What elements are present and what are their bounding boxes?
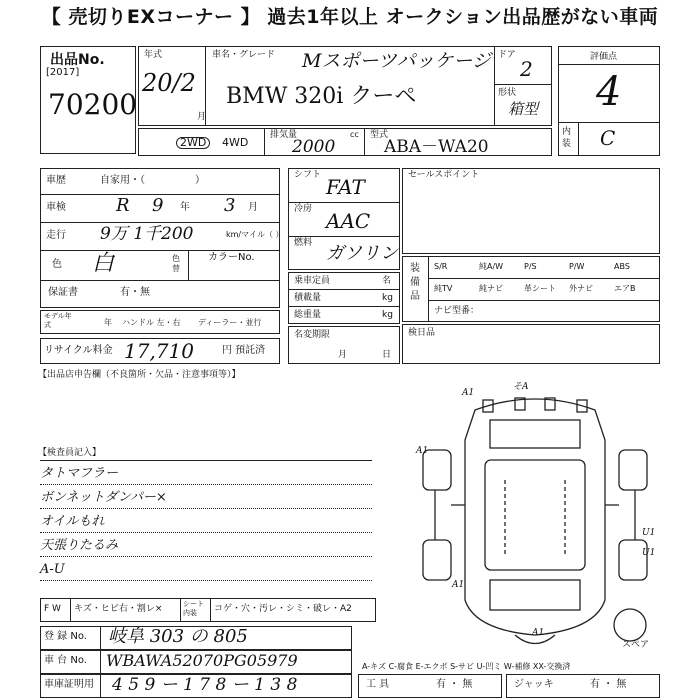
equipment-item: エアB [614, 284, 636, 293]
notes-box [402, 324, 660, 364]
tool-value: 有 ・ 無 [436, 679, 473, 690]
fw-label: F W [44, 604, 61, 614]
inspect-label: 車検 [46, 202, 66, 213]
spare-label: スペア [622, 640, 650, 650]
month-unit-2: 月 [248, 202, 258, 213]
diagram-mark-1: A1 [462, 388, 475, 398]
handle-label: ハンドル 左・右 [122, 318, 181, 327]
color-label: 色 [52, 259, 62, 270]
reg-value: 岐阜 303 の 805 [108, 626, 248, 647]
door-value: 2 [520, 57, 533, 81]
inspector-note-line: ボンネットダンパー× [40, 490, 167, 505]
model-label: モデル年式 [44, 312, 72, 329]
diagram-mark-7: U1 [642, 548, 656, 558]
diagram-mark-3: A1 [416, 446, 429, 456]
equipment-item: S/R [434, 262, 448, 271]
cert-value: 4 5 9 ー 1 7 8 ー 1 3 8 [112, 675, 298, 695]
diagram-mark-6: U1 [642, 528, 656, 538]
interior-label: 内装 [562, 127, 572, 149]
navi-label: ナビ型番： [434, 306, 480, 316]
disp-unit: cc [350, 130, 359, 139]
type-value: ABA－WA20 [384, 137, 489, 157]
mileage-unit: km/マイル（ ） [226, 230, 284, 239]
door-label: ドア [498, 50, 516, 60]
fuel-value: ガソリン [326, 243, 398, 264]
dealer-label: ディーラー・並行 [198, 318, 262, 327]
month-unit: 月 [197, 112, 207, 122]
seller-label: 【出品店申告欄（不良箇所・欠品・注意事項等）】 [38, 370, 241, 380]
capacity-unit: 名 [382, 276, 392, 286]
inspector-note-line: タトマフラー [40, 466, 119, 481]
inspector-note-line: 天張りたるみ [40, 538, 119, 553]
mileage-value: 9万 1千200 [100, 224, 194, 244]
equipment-item: P/S [524, 262, 537, 271]
seat-value: コゲ・穴・汚レ・シミ・破レ・A2 [214, 604, 352, 614]
color-value: 白 [92, 251, 115, 276]
diagram-mark-4: A1 [452, 580, 465, 590]
inspector-note-line: A-U [40, 562, 65, 577]
seat-label: シート内装 [183, 600, 204, 617]
inspector-note-line: オイルもれ [40, 514, 105, 529]
sales-box [402, 168, 660, 254]
chassis-label: 車 台 No. [44, 655, 87, 666]
warranty-value: 有・無 [120, 287, 150, 298]
chassis-value: WBAWA52070PG05979 [106, 651, 298, 670]
drive-2wd: 2WD [176, 137, 210, 149]
name-label: 車名・グレード [212, 50, 276, 60]
car-diagram [405, 380, 665, 660]
jack-label: ジャッキ [514, 679, 554, 690]
inspect-month: 3 [224, 195, 236, 216]
year-value: 20/2 [142, 69, 196, 97]
disp-label: 排気量 [270, 130, 298, 140]
fuel-label: 燃料 [294, 238, 313, 248]
diagram-mark-2: そA [513, 382, 529, 392]
color-no-label: カラーNo. [208, 252, 255, 263]
page-title: 【 売切りEXコーナー 】 過去1年以上 オークション出品歴がない車両 [41, 6, 659, 28]
equipment-grid [430, 258, 658, 300]
name-change-unit: 月 [338, 350, 348, 360]
year-unit: 年 [180, 202, 190, 213]
ac-value: AAC [326, 209, 371, 233]
model-value: BMW 320i クーペ [226, 84, 417, 109]
shape-label: 形状 [498, 88, 517, 98]
grade-value: Mスポーツパッケージ [302, 50, 491, 72]
score-value: 4 [596, 69, 622, 115]
inspector-label: 【検査員記入】 [38, 448, 102, 458]
inspect-era: R [116, 195, 130, 216]
recycle-unit: 円 預託済 [222, 345, 266, 356]
equipment-label: 装備品 [410, 263, 420, 302]
weight-unit: kg [382, 310, 393, 320]
lot-label: 出品No. [50, 52, 105, 68]
equipment-item: 純A/W [479, 262, 504, 271]
name-change-label: 名変期限 [294, 330, 331, 340]
equipment-item: ABS [614, 262, 630, 271]
equipment-item: 純TV [434, 284, 453, 293]
sales-label: セールスポイント [408, 170, 480, 180]
interior-value: C [600, 126, 616, 150]
score-label: 評価点 [590, 52, 618, 62]
name-change-day: 日 [382, 350, 392, 360]
recycle-value: 17,710 [124, 339, 194, 363]
history-value: 自家用・（ ） [100, 175, 205, 186]
capacity-label: 乗車定員 [294, 276, 331, 286]
lot-year: [2017] [46, 67, 80, 78]
ac-label: 冷房 [294, 204, 313, 214]
lot-number: 70200 [48, 88, 138, 121]
shape-value: 箱型 [508, 100, 539, 118]
diagram-mark-5: A1 [532, 628, 545, 638]
drive-4wd: 4WD [222, 136, 249, 149]
load-label: 積載量 [294, 293, 322, 303]
shift-value: FAT [326, 175, 365, 199]
inspect-year: 9 [152, 195, 164, 216]
weight-label: 総重量 [294, 310, 322, 320]
color-change-label: 色替 [172, 254, 180, 273]
notes-label: 検日品 [408, 328, 436, 338]
recycle-label: リサイクル料金 [44, 345, 113, 356]
reg-label: 登 録 No. [44, 631, 87, 642]
fw-value: キズ・ヒビ右・割レ× [74, 604, 163, 614]
equipment-item: P/W [569, 262, 585, 271]
equipment-item: 外ナビ [569, 284, 593, 293]
warranty-label: 保証書 [48, 287, 78, 298]
inspector-notes [40, 460, 380, 590]
model-year-unit: 年 [104, 318, 112, 327]
tool-label: 工 具 [366, 679, 390, 690]
jack-value: 有 ・ 無 [590, 679, 627, 690]
type-label: 型式 [370, 130, 389, 140]
load-unit: kg [382, 293, 393, 303]
shift-label: シフト [294, 170, 322, 180]
equipment-item: 革シート [524, 284, 556, 293]
damage-legend: A-キズ C-腐食 E-エクボ S-サビ U-凹ミ W-補修 XX-交換済 [362, 662, 571, 671]
history-label: 車歴 [46, 175, 66, 186]
year-label: 年式 [144, 50, 163, 60]
equipment-item: 純ナビ [479, 284, 503, 293]
mileage-label: 走行 [46, 230, 66, 241]
cert-label: 車庫証明用 [44, 679, 94, 690]
disp-value: 2000 [292, 137, 336, 157]
